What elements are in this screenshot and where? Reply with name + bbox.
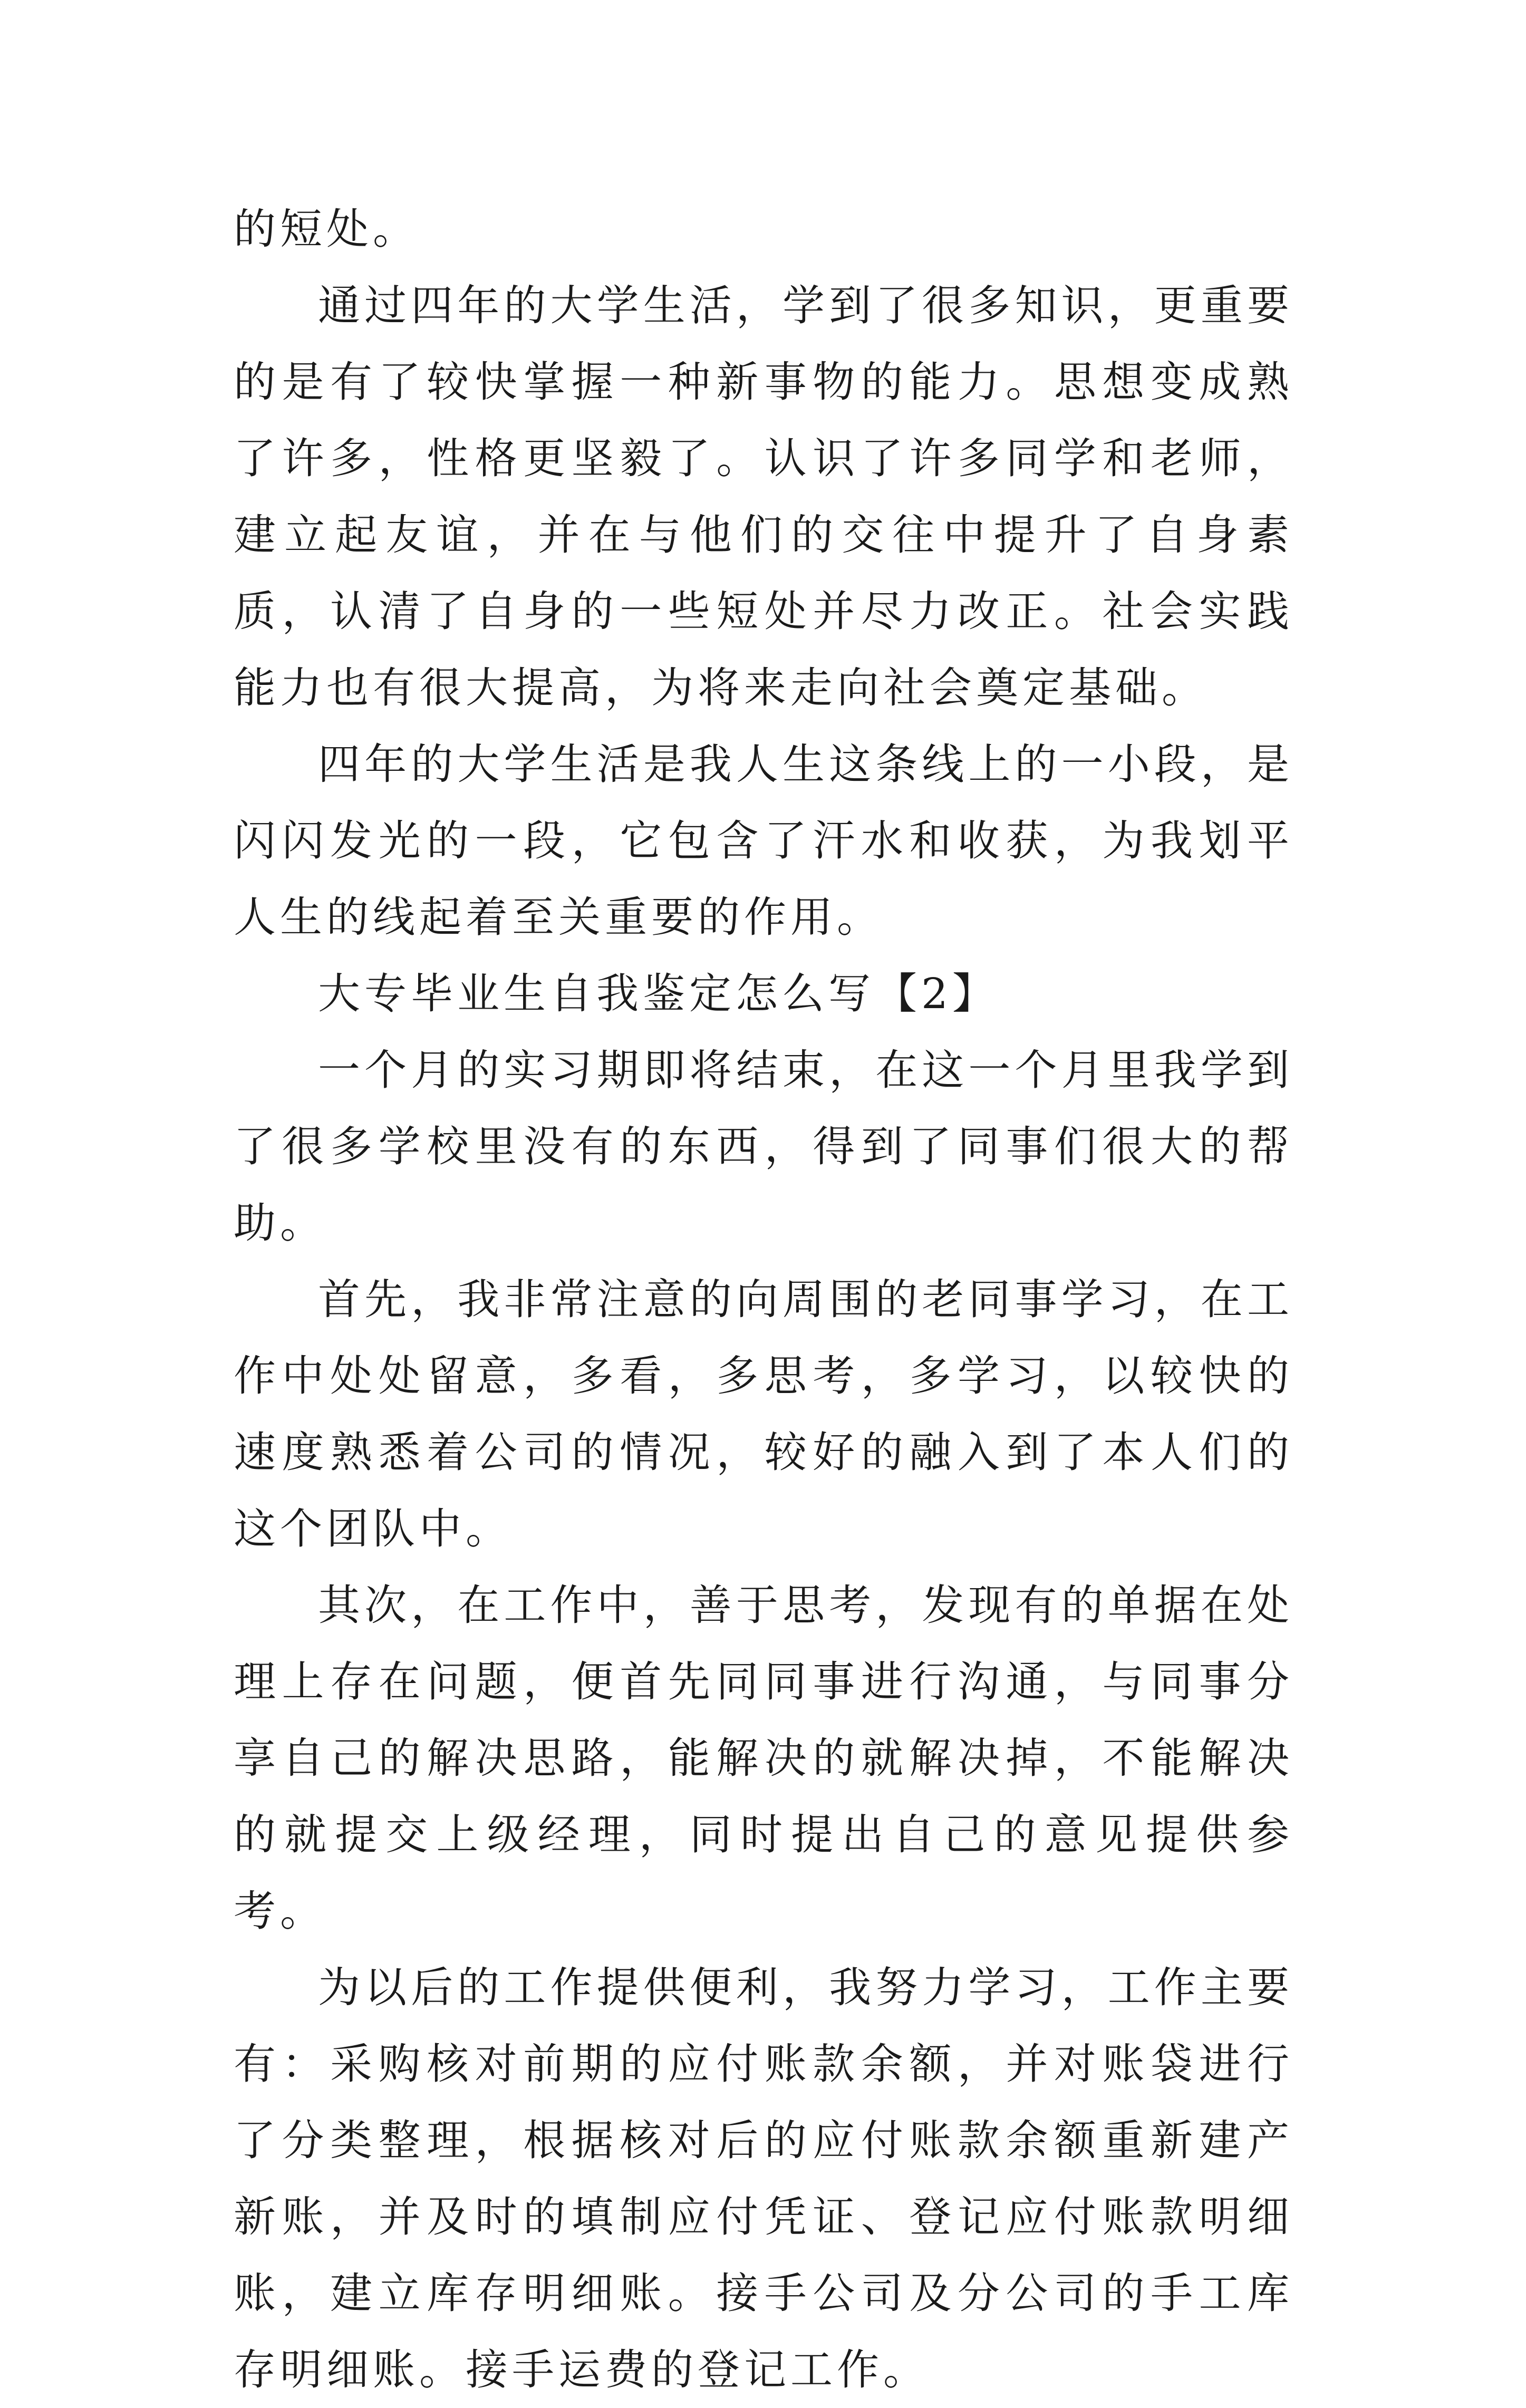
paragraph-internship-intro: 一个月的实习期即将结束，在这一个月里我学到了很多学校里没有的东西，得到了同事们很大的帮助。 [234, 1046, 1293, 1247]
paragraph-first-learning: 首先，我非常注意的向周围的老同事学习，在工作中处处留意，多看，多思考，多学习，以较快的速度熟悉着公司的情况，较好的融入到了本人们的这个团队中。 [234, 1275, 1293, 1553]
section-heading: 大专毕业生自我鉴定怎么写【2】 [318, 969, 999, 1018]
paragraph-second-thinking: 其次，在工作中，善于思考，发现有的单据在处理上存在问题，便首先同同事进行沟通，与同事分享自己的解决思路，能解决的就解决掉，不能解决的就提交上级经理，同时提出自己的意见提供参考。 [234, 1581, 1293, 1936]
paragraph-continuation: 的短处。 [234, 205, 419, 254]
paragraph-university-summary: 四年的大学生活是我人生这条线上的一小段，是闪闪发光的一段，它包含了汗水和收获，为我划平人生的线起着至关重要的作用。 [234, 740, 1293, 942]
document-body [234, 191, 1293, 2408]
paragraph-work-duties: 为以后的工作提供便利，我努力学习，工作主要有：采购核对前期的应付账款余额，并对账袋进行了分类整理，根据核对后的应付账款余额重新建产新账，并及时的填制应付凭证、登记应付账款明细账，建立库存明细账。接手公司及分公司的手工库存明细账。接手运费的登记工作。 [234, 1963, 1293, 2394]
paragraph-university-gains: 通过四年的大学生活，学到了很多知识，更重要的是有了较快掌握一种新事物的能力。思想变成熟了许多，性格更坚毅了。认识了许多同学和老师，建立起友谊，并在与他们的交往中提升了自身素质，认清了自身的一些短处并尽力改正。社会实践能力也有很大提高，为将来走向社会奠定基础。 [234, 281, 1293, 712]
